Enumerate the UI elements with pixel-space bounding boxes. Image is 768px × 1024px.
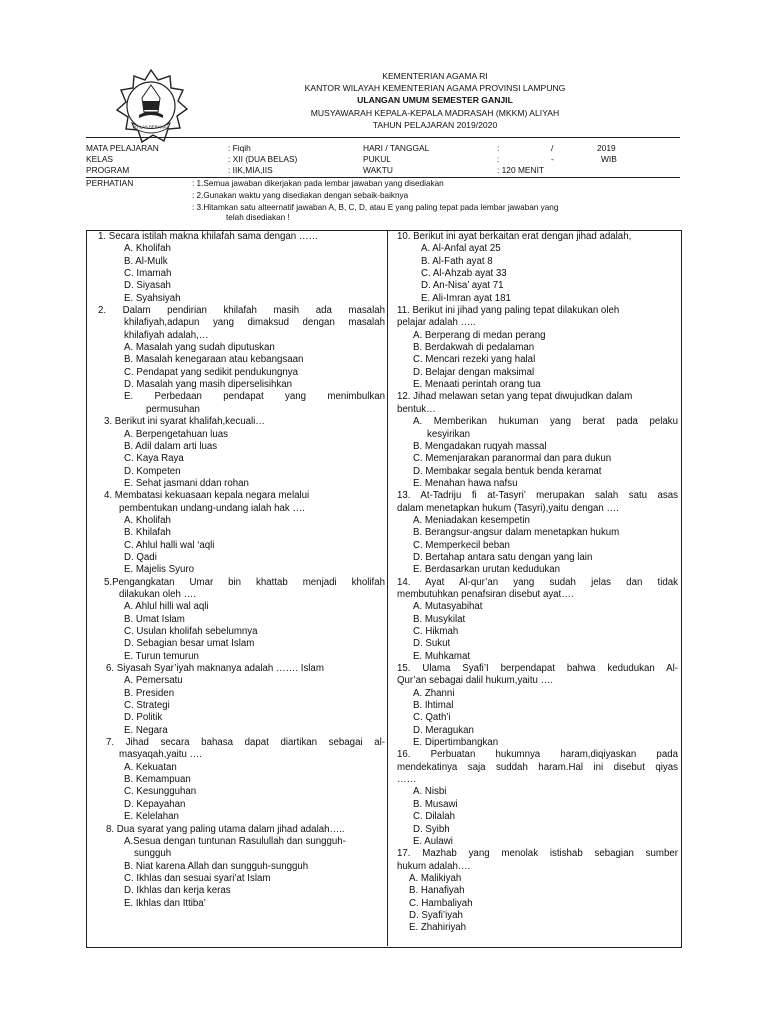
option-7e: E. Kelelahan [124,811,179,823]
option-4b: B. Khilafah [124,527,171,539]
option-15b: B. Ihtimal [413,700,454,712]
option-16a: A. Nisbi [413,786,447,798]
option-7c: C. Kesungguhan [124,786,197,798]
option-12b: B. Mengadakan ruqyah massal [413,440,547,452]
option-13d: D. Bertahap antara satu dengan yang lain [413,551,593,563]
label-attention: PERHATIAN [86,178,134,188]
question-11: 11. Berikut ini jihad yang paling tepat dilakukan oleh [397,305,620,317]
option-13a: A. Meniadakan kesempetin [413,514,530,526]
option-2e: E. Perbedaan pendapat yang menimbulkan [124,391,385,403]
label-day-date: HARI / TANGGAL [363,143,430,153]
day-date-slash: / [551,143,554,153]
question-5: 5.Pengangkatan Umar bin khattab menjadi kholifah [104,576,385,588]
label-duration: WAKTU [363,165,393,175]
option-6a: A. Pemersatu [124,675,183,687]
logo-motto: IKHLAS BERAMAL [132,124,170,130]
option-2e-cont: permusuhan [146,403,200,415]
option-16b: B. Musawi [413,798,458,810]
value-subject: : Fiqih [228,143,251,153]
option-17d: D. Syafi’iyah [409,909,463,921]
option-6b: B. Presiden [124,687,175,699]
column-divider [387,230,388,946]
option-16e: E. Aulawi [413,835,453,847]
option-7b: B. Kemampuan [124,774,191,786]
option-11d: D. Belajar dengan maksimal [413,366,535,378]
left-question-column [98,231,385,910]
value-class: : XII (DUA BELAS) [228,154,298,164]
option-14e: E. Muhkamat [413,650,471,662]
option-16d: D. Syibh [413,823,450,835]
option-7a: A. Kekuatan [124,761,177,773]
option-1c: C. Imamah [124,268,172,280]
exam-header [200,70,670,131]
option-17e: E. Zhahiriyah [409,922,467,934]
option-1e: E. Syahsiyah [124,292,181,304]
question-17: 17. Mazhab yang menolak istishab sebagian sumber [397,848,678,860]
option-5a: A. Ahlul hilli wal aqli [124,601,209,613]
label-subject: MATA PELAJARAN [86,143,159,153]
option-10e: E. Ali-Imran ayat 181 [421,292,511,304]
question-15-cont: Qur’an sebagai dalil hukum,yaitu …. [397,675,553,687]
option-4d: D. Qadi [124,551,157,563]
question-8: 8. Dua syarat yang paling utama dalam jihad adalah….. [106,823,345,835]
option-12a: A. Memberikan hukuman yang berat pada pelaku [413,416,678,428]
option-2c: C. Pendapat yang sedikit pendukungnya [124,366,298,378]
header-line-exam: ULANGAN UMUM SEMESTER GANJIL [357,95,513,106]
time-colon: : [497,154,500,164]
question-17-cont: hukum adalah…. [397,860,471,872]
option-17a: A. Malikiyah [409,872,462,884]
option-11e: E. Menaati perintah orang tua [413,379,541,391]
option-13b: B. Berangsur-angsur dalam menetapkan hukum [413,527,620,539]
question-16-cont-2: …… [397,774,417,786]
question-11-cont: pelajar adalah ….. [397,317,476,329]
option-7d: D. Kepayahan [124,798,186,810]
question-2-cont: khilafiyah,adapun yang dimaksud dengan masalah [124,317,385,329]
option-5d: D. Sebagian besar umat Islam [124,638,255,650]
question-4-cont: pembentukan undang-undang ialah hak …. [119,502,305,514]
option-10a: A. Al-Anfal ayat 25 [421,243,501,255]
option-15e: E. Dipertimbangkan [413,737,499,749]
question-13-cont: dalam menetapkan hukum (Tasyri),yaitu dengan …. [397,502,619,514]
option-2d: D. Masalah yang masih diperselisihkan [124,379,292,391]
option-12c: C. Memenjarakan paranormal dan para dukun [413,453,612,465]
header-line-mkkm: MUSYAWARAH KEPALA-KEPALA MADRASAH (MKKM) ALIYAH [310,107,560,118]
question-16: 16. Perbuatan hukumnya haram,diqiyaskan pada [397,749,678,761]
question-13: 13. At-Tadriju fi at-Tasyri’ merupakan salah satu asas [397,490,678,502]
question-3: 3. Berikut ini syarat khalifah,kecuali… [104,416,265,428]
option-15a: A. Zhanni [413,687,455,699]
question-14: 14. Ayat Al-qur’an yang sudah jelas dan tidak [397,576,678,588]
option-5b: B. Umat Islam [124,613,185,625]
option-11c: C. Mencari rezeki yang halal [413,354,536,366]
option-10b: B. Al-Fath ayat 8 [421,255,493,267]
question-5-cont: dilakukan oleh …. [119,588,197,600]
question-16-cont: mendekatinya saja suddah haram.Hal ini disebut qiyas [397,761,678,773]
day-date-colon: : [497,143,500,153]
instruction-2: : 2.Gunakan waktu yang disediakan dengan sebaik-baiknya [192,191,409,200]
option-14b: B. Musykilat [413,613,466,625]
option-12a-cont: kesyirikan [427,428,471,440]
option-14c: C. Hikmah [413,626,459,637]
label-class: KELAS [86,154,114,164]
option-1d: D. Siyasah [124,280,171,292]
question-6: 6. Siyasah Syar’iyah maknanya adalah ……. Islam [106,663,324,675]
question-7-cont: masyaqah,yaitu …. [119,749,202,761]
option-1b: B. Al-Mulk [124,255,168,267]
option-17b: B. Hanafiyah [409,885,465,897]
option-14d: D. Sukut [413,638,451,650]
option-8a: A.Sesua dengan tuntunan Rasulullah dan sungguh- [124,835,346,847]
option-4a: A. Kholifah [124,514,171,526]
option-8d: D. Ikhlas dan kerja keras [124,885,231,897]
header-line-ministry: KEMENTERIAN AGAMA RI [382,71,488,81]
value-duration: : 120 MENIT [497,165,545,175]
question-14-cont: membutuhkan penafsiran disebut ayat…. [397,588,574,600]
option-2b: B. Masalah kenegaraan atau kebangsaan [124,354,304,366]
option-3b: B. Adil dalam arti luas [124,440,218,452]
option-12e: E. Menahan hawa nafsu [413,477,518,489]
ministry-logo [112,68,190,146]
value-year: 2019 [597,143,616,153]
option-11b: B. Berdakwah di pedalaman [413,342,535,354]
time-unit: WIB [601,154,617,164]
question-2: 2. Dalam pendirian khilafah masih ada masalah [98,305,385,317]
option-8c: C. Ikhlas dan sesuai syari’at Islam [124,872,271,884]
question-7: 7. Jihad secara bahasa dapat diartikan sebagai al- [106,737,385,749]
value-program: : IIK,MIA,IIS [228,165,273,175]
label-program: PROGRAM [86,165,130,175]
option-8e: E. Ikhlas dan Ittiba’ [124,897,206,909]
option-8a-cont: sungguh [134,848,172,860]
option-14a: A. Mutasyabihat [413,601,483,613]
option-10d: D. An-Nisa’ ayat 71 [421,280,504,292]
question-10: 10. Berikut ini ayat berkaitan erat dengan jihad adalah, [397,231,632,242]
option-4e: E. Majelis Syuro [124,564,194,576]
label-time: PUKUL [363,154,391,164]
option-3c: C. Kaya Raya [124,453,184,465]
instruction-3-cont: telah disediakan ! [226,213,290,222]
right-question-column [397,231,678,935]
option-15d: D. Meragukan [413,724,474,736]
option-6e: E. Negara [124,724,168,736]
option-4c: C. Ahlul halli wal ‘aqli [124,539,215,551]
time-dash: - [551,154,554,164]
option-10c: C. Al-Ahzab ayat 33 [421,268,507,280]
question-15: 15. Ulama Syafi’I berpendapat bahwa kedudukan Al- [397,663,678,675]
option-12d: D. Membakar segala bentuk benda keramat [413,465,602,477]
option-6d: D. Politik [124,712,163,724]
option-5e: E. Turun temurun [124,650,199,662]
option-1a: A. Kholifah [124,243,171,255]
option-17c: C. Hambaliyah [409,897,473,909]
option-15c: C. Qath’i [413,712,451,724]
option-8b: B. Niat karena Allah dan sungguh-sungguh [124,860,309,872]
header-divider [86,137,680,138]
header-line-office: KANTOR WILAYAH KEMENTERIAN AGAMA PROVINSI LAMPUNG [304,83,566,94]
question-1: 1. Secara istilah makna khilafah sama dengan …… [98,231,319,242]
question-12-cont: bentuk… [397,403,436,415]
option-13e: E. Berdasarkan urutan kedudukan [413,564,561,576]
question-4: 4. Membatasi kekuasaan kepala negara melalui [104,490,310,502]
option-2a: A. Masalah yang sudah diputuskan [124,342,275,354]
instruction-1: : 1.Semua jawaban dikerjakan pada lembar jawaban yang disediakan [192,179,444,188]
option-13c: C. Memperkecil beban [413,539,510,551]
header-line-year: TAHUN PELAJARAN 2019/2020 [372,119,498,130]
option-3e: E. Sehat jasmani ddan rohan [124,477,249,489]
option-3a: A. Berpengetahuan luas [124,428,228,440]
question-2-cont-2: khilafiyah adalah,… [124,329,209,341]
option-6c: C. Strategi [124,700,170,712]
option-11a: A. Berperang di medan perang [413,329,546,341]
info-divider [86,177,680,178]
question-12: 12. Jihad melawan setan yang tepat diwujudkan dalam [397,391,633,403]
option-16c: C. Dilalah [413,811,455,823]
option-3d: D. Kompeten [124,465,181,477]
option-5c: C. Usulan kholifah sebelumnya [124,626,258,637]
instruction-3: : 3.Hitamkan satu alteernatif jawaban A, B, C, D, atau E yang paling tepat pada lembar jawaban yang [192,203,559,212]
